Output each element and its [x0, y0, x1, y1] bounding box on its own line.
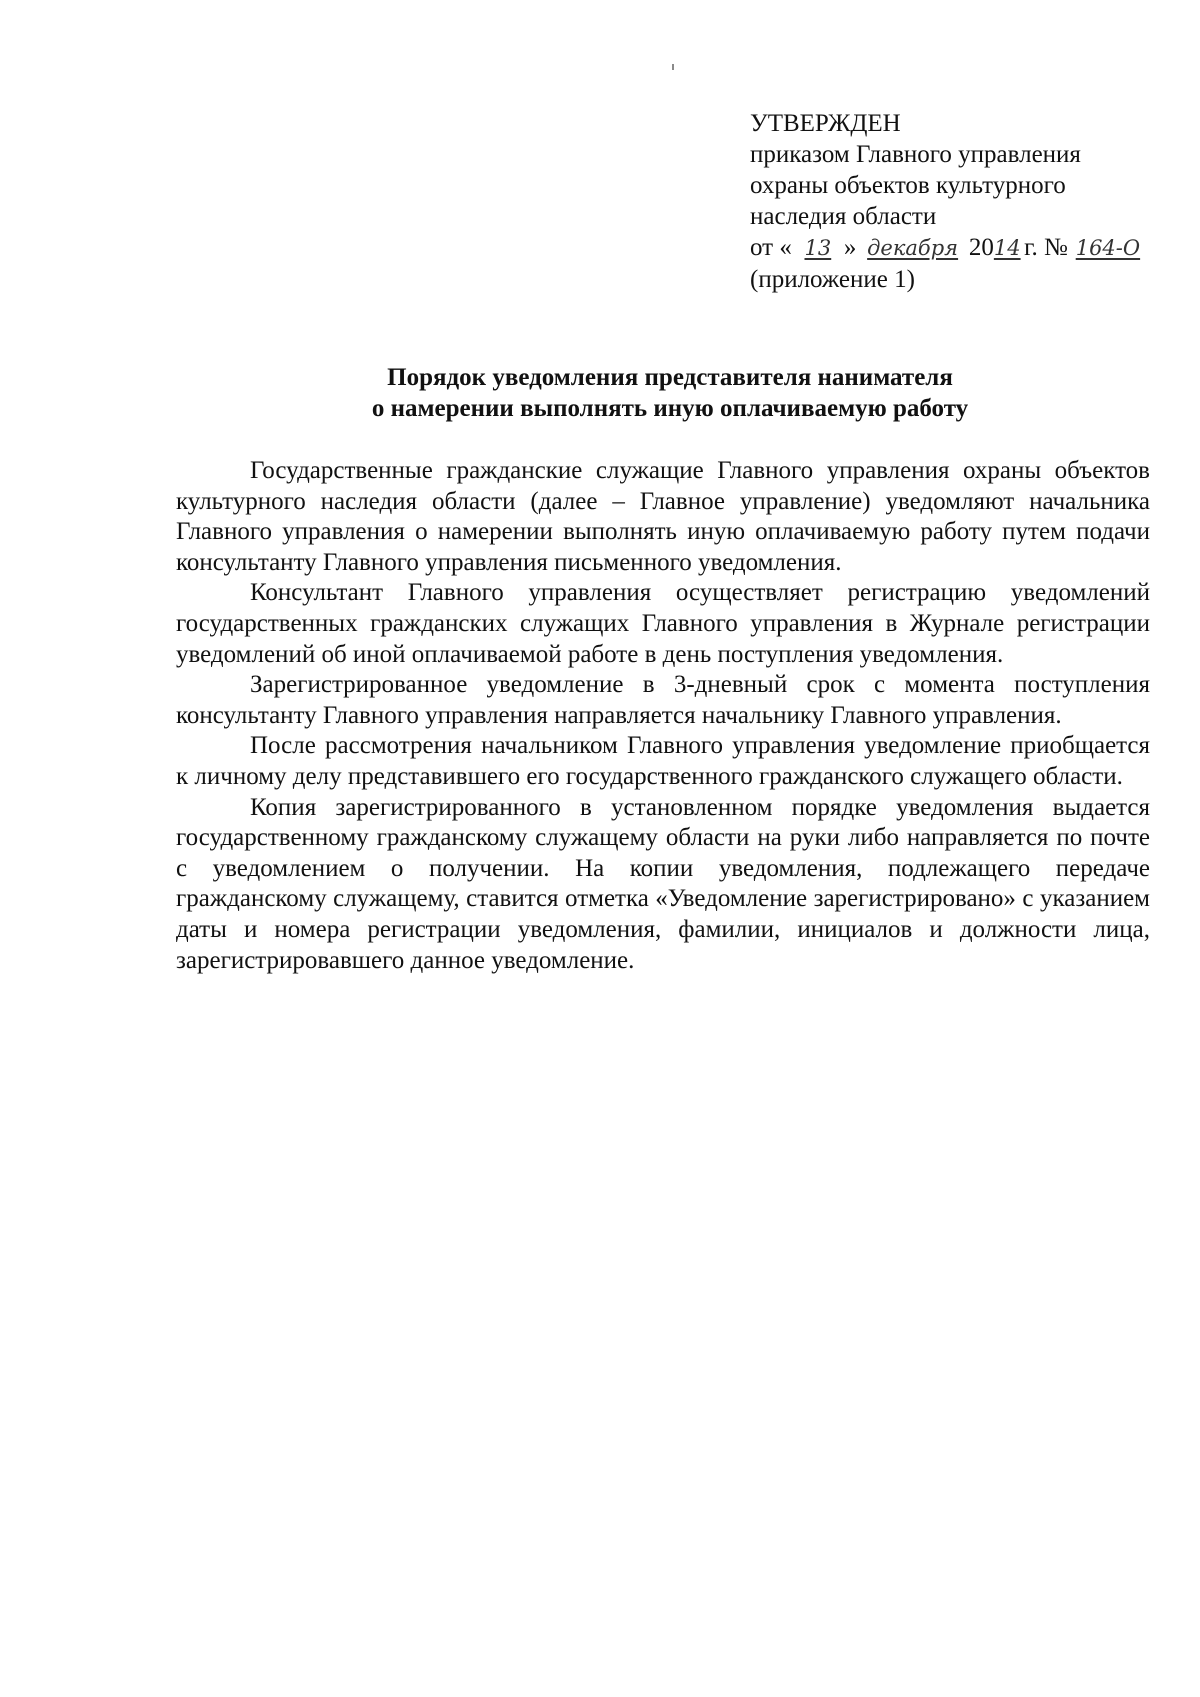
document-title — [180, 362, 1160, 424]
approval-date-line — [750, 232, 1170, 264]
date-prefix: от « — [750, 234, 792, 261]
approval-appendix: (приложение 1) — [750, 266, 915, 293]
document-body — [176, 456, 1150, 976]
handwritten-day: 13 — [804, 236, 832, 260]
paragraph-5: Копия зарегистрированного в установленном порядке уведомления выдается государственному гражданскому служащему области на руки либо направляется по почте с уведомлением о получении. На копии уведомления, подлежащего передаче гражданскому служащему, ставится отметка «Уведомление зарегистрировано» с указанием даты и номера регистрации уведомления, фамилии, инициалов и должности лица, зарегистрировавшего данное уведомление. — [176, 793, 1150, 974]
handwritten-order-number: 164-О — [1075, 236, 1141, 260]
scan-speck — [672, 64, 674, 70]
date-year-label: г. № — [1024, 234, 1068, 261]
approval-stamp-block — [750, 108, 1170, 295]
approval-line-2: охраны объектов культурного — [750, 172, 1066, 199]
title-line-2: о намерении выполнять иную оплачиваемую работу — [371, 395, 969, 422]
paragraph-3: Зарегистрированное уведомление в 3-дневный срок с момента поступления консультанту Главного управления направляется начальнику Главного управления. — [176, 671, 1150, 729]
paragraph-2: Консультант Главного управления осуществляет регистрацию уведомлений государственных гражданских служащих Главного управления в Журнале регистрации уведомлений об иной оплачиваемой работе в день поступления уведомления. — [176, 579, 1150, 668]
handwritten-month: декабря — [867, 236, 959, 260]
date-year-prefix: 20 — [968, 234, 994, 261]
title-line-1: Порядок уведомления представителя нанимателя — [387, 364, 953, 391]
paragraph-4: После рассмотрения начальником Главного управления уведомление приобщается к личному делу представившего его государственного гражданского служащего области. — [176, 732, 1150, 790]
approval-heading: УТВЕРЖДЕН — [750, 110, 901, 137]
paragraph-1: Государственные гражданские служащие Главного управления охраны объектов культурного наследия области (далее – Главное управление) уведомляют начальника Главного управления о намерении выполнять иную оплачиваемую работу путем подачи консультанту Главного управления письменного уведомления. — [176, 457, 1150, 576]
handwritten-year: 14 — [993, 236, 1021, 260]
approval-line-1: приказом Главного управления — [750, 141, 1081, 168]
approval-line-3: наследия области — [750, 203, 937, 230]
date-close: » — [843, 234, 857, 261]
